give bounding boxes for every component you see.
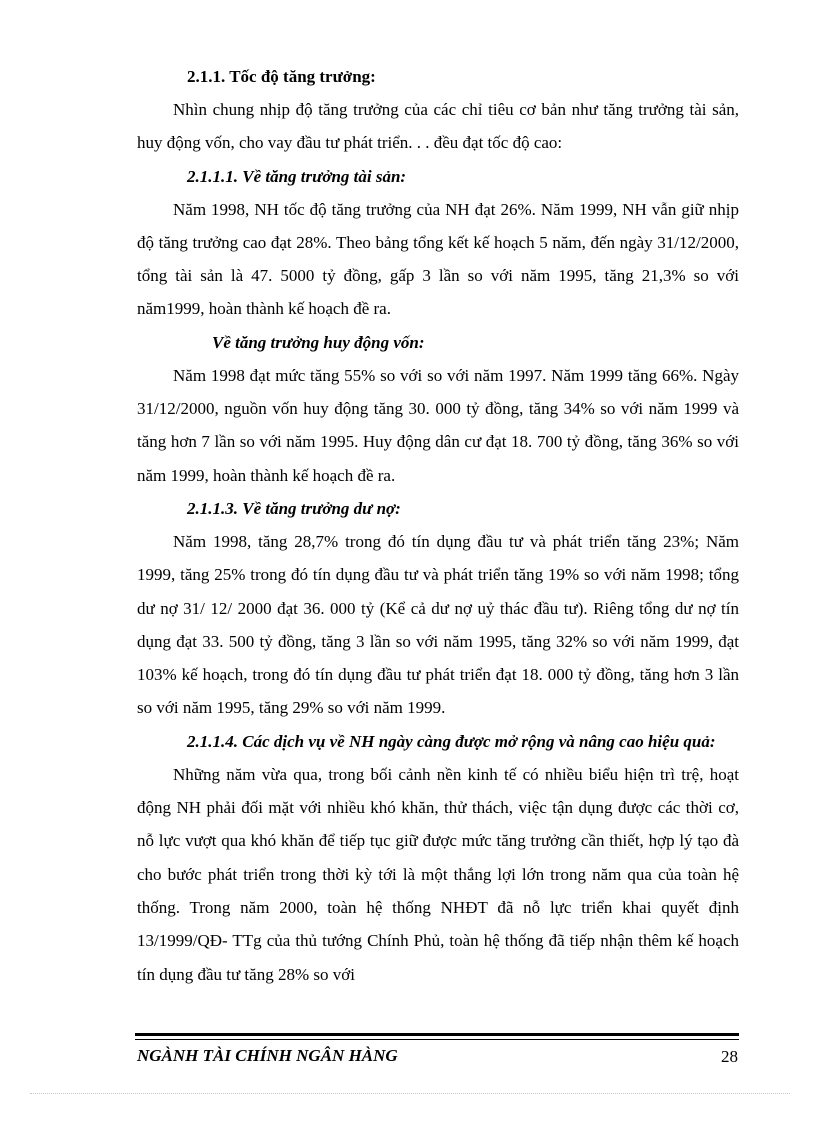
page-bottom-dotted-border	[30, 1093, 790, 1094]
paragraph-asset-growth: Năm 1998, NH tốc độ tăng trưởng của NH đạt 26%. Năm 1999, NH vẫn giữ nhịp độ tăng trưởng cao đạt 28%. Theo bảng tổng kết kế hoạch 5 năm, đến ngày 31/12/2000, tổng tài sản là 47. 5000 tỷ đồng, gấp 3 lần so với năm 1995, tăng 21,3% so với năm1999, hoàn thành kế hoạch đề ra.	[137, 199, 739, 319]
subsection-heading-capital-mobilization: Về tăng trưởng huy động vốn:	[212, 332, 425, 352]
paragraph-capital-mobilization: Năm 1998 đạt mức tăng 55% so với so với năm 1997. Năm 1999 tăng 66%. Ngày 31/12/2000, nguồn vốn huy động tăng 30. 000 tỷ đồng, tăng 34% so với năm 1999 và tăng hơn 7 lần so với năm 1995. Huy động dân cư đạt 18. 700 tỷ đồng, tăng 36% so với năm 1999, hoàn thành kế hoạch đề ra.	[137, 365, 739, 485]
page-number: 28	[721, 1047, 738, 1066]
subsection-heading-asset-growth: 2.1.1.1. Về tăng trưởng tài sản:	[187, 166, 407, 186]
section-heading: 2.1.1. Tốc độ tăng trưởng:	[187, 67, 376, 86]
footer-title: NGÀNH TÀI CHÍNH NGÂN HÀNG	[137, 1046, 398, 1065]
section-intro-paragraph: Nhìn chung nhịp độ tăng trưởng của các chỉ tiêu cơ bản như tăng trưởng tài sản, huy động vốn, cho vay đầu tư phát triển. . . đều đạt tốc độ cao:	[137, 100, 739, 153]
paragraph-credit-growth: Năm 1998, tăng 28,7% trong đó tín dụng đầu tư và phát triển tăng 23%; Năm 1999, tăng 25% trong đó tín dụng đầu tư và phát triển tăng 19% so với năm 1998; tổng dư nợ 31/ 12/ 2000 đạt 36. 000 tỷ (Kể cả dư nợ uỷ thác đầu tư). Riêng tổng dư nợ tín dụng đạt 33. 500 tỷ đồng, tăng 3 lần so với năm 1995, tăng 32% so với năm 1999, đạt 103% kế hoạch, trong đó tín dụng đầu tư phát triển đạt 18. 000 tỷ đồng, tăng hơn 3 lần so với năm 1995, tăng 29% so với năm 1999.	[137, 531, 739, 718]
footer-rule-thick	[135, 1033, 739, 1036]
subsection-heading-credit-growth: 2.1.1.3. Về tăng trưởng dư nợ:	[187, 498, 401, 518]
page-body	[137, 60, 739, 991]
paragraph-bank-services: Những năm vừa qua, trong bối cảnh nền kinh tế có nhiều biểu hiện trì trệ, hoạt động NH phải đối mặt với nhiều khó khăn, thử thách, việc tận dụng được các thời cơ, nỗ lực vượt qua khó khăn để tiếp tục giữ được mức tăng trưởng cần thiết, hợp lý tạo đà cho bước phát triển trong thời kỳ tới là một thắng lợi lớn trong năm qua của toàn hệ thống. Trong năm 2000, toàn hệ thống NHĐT đã nỗ lực triển khai quyết định 13/1999/QĐ- TTg của thủ tướng Chính Phủ, toàn hệ thống đã tiếp nhận thêm kế hoạch tín dụng đầu tư tăng 28% so với	[137, 764, 739, 984]
footer-rule-thin	[135, 1039, 739, 1040]
subsection-heading-bank-services: 2.1.1.4. Các dịch vụ về NH ngày càng được mở rộng và nâng cao hiệu quả:	[187, 731, 716, 751]
